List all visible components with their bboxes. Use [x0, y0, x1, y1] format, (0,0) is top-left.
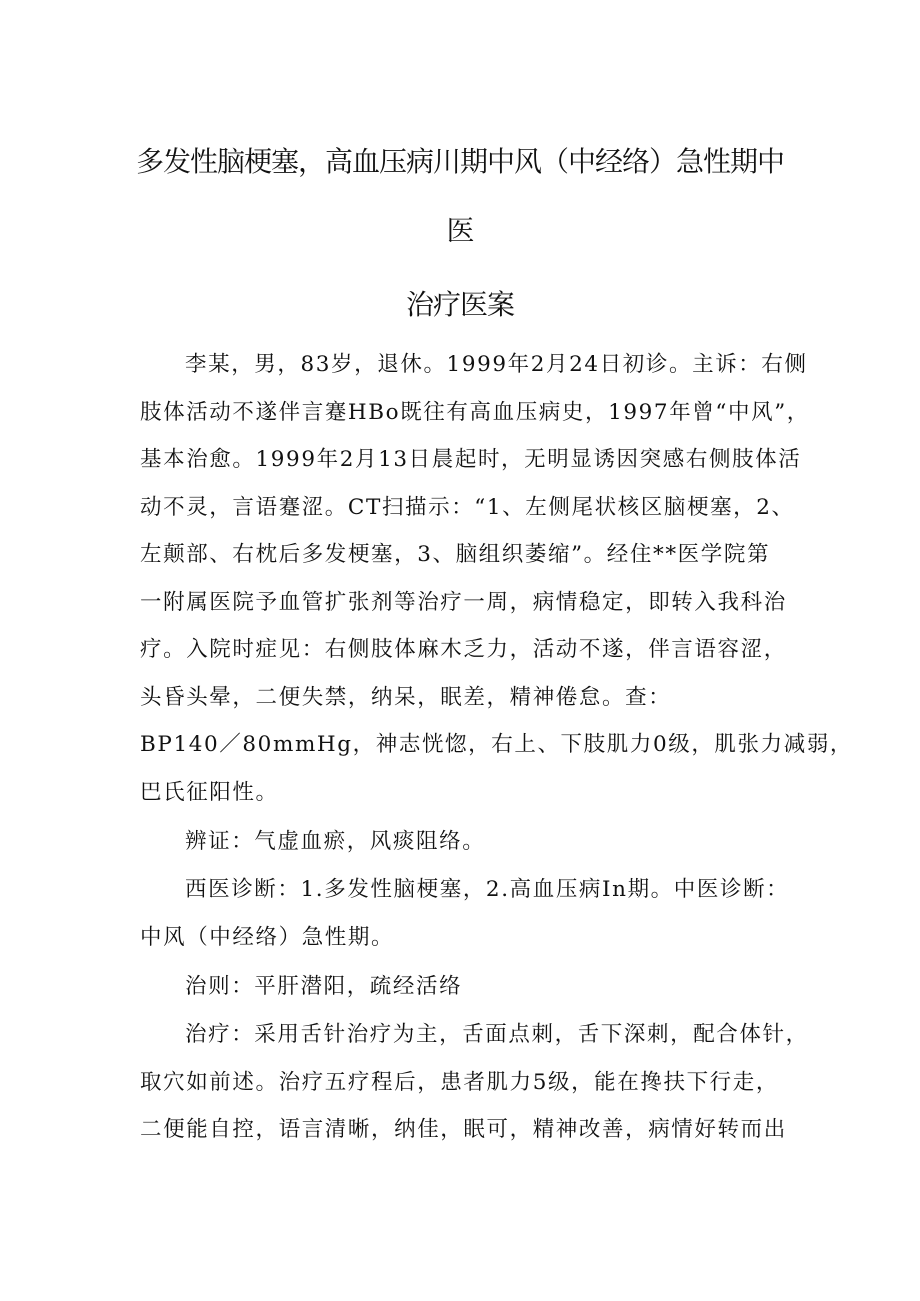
paragraph-line: 李某，男，83岁，退休。1999年2月24日初诊。主诉：右侧 — [185, 352, 808, 377]
paragraph-line: 辨证：气虚血瘀，风痰阻络。 — [185, 829, 486, 854]
paragraph-line: 中风（中经络）急性期。 — [140, 924, 395, 950]
paragraph-line: 左颠部、右枕后多发梗塞，3、脑组织萎缩”。经住**医学院第 — [140, 542, 771, 567]
paragraph-line: 基本治愈。1999年2月13日晨起时，无明显诱因突感右侧肢体活 — [140, 447, 802, 472]
paragraph-treatment — [140, 1011, 809, 1154]
paragraph-diagnosis — [140, 866, 790, 961]
paragraph-line: 治则：平肝潜阳，疏经活络 — [185, 974, 463, 999]
paragraph-line: 一附属医院予血管扩张剂等治疗一周，病情稳定，即转入我科治 — [140, 589, 787, 615]
paragraph-line: 取穴如前述。治疗五疗程后，患者肌力5级，能在搀扶下行走， — [140, 1069, 779, 1095]
paragraph-line: 动不灵，言语蹇涩。CT扫描示：“1、左侧尾状核区脑梗塞，2、 — [140, 494, 795, 520]
title-line-1: 多发性脑梗塞，高血压病川期中风（中经络）急性期中 — [135, 145, 784, 178]
paragraph-line: 肢体活动不遂伴言蹇HBo既往有高血压病史，1997年曾“中风”， — [140, 399, 810, 425]
title-line-2: 医 — [446, 214, 474, 247]
paragraph-line: 西医诊断：1.多发性脑梗塞，2.高血压病In期。中医诊断： — [185, 877, 790, 902]
paragraph-line: BP140／80mmHg，神志恍惚，右上、下肢肌力0级，肌张力减弱， — [140, 732, 854, 757]
paragraph-line: 疗。入院时症见：右侧肢体麻木乏力，活动不遂，伴言语容涩， — [140, 637, 787, 662]
paragraph-line: 巴氏征阳性。 — [140, 779, 279, 805]
paragraph-principle — [140, 963, 785, 1011]
paragraph-line: 头昏头晕，二便失禁，纳呆，眠差，精神倦怠。查： — [140, 684, 672, 710]
title-line-3: 治疗医案 — [405, 288, 514, 321]
paragraph-case-history — [140, 341, 854, 816]
paragraph-syndrome — [140, 818, 785, 866]
paragraph-line: 二便能自控，语言清晰，纳佳，眠可，精神改善，病情好转而出 — [140, 1117, 787, 1142]
paragraph-line: 治疗：采用舌针治疗为主，舌面点刺，舌下深刺，配合体针， — [185, 1022, 809, 1047]
